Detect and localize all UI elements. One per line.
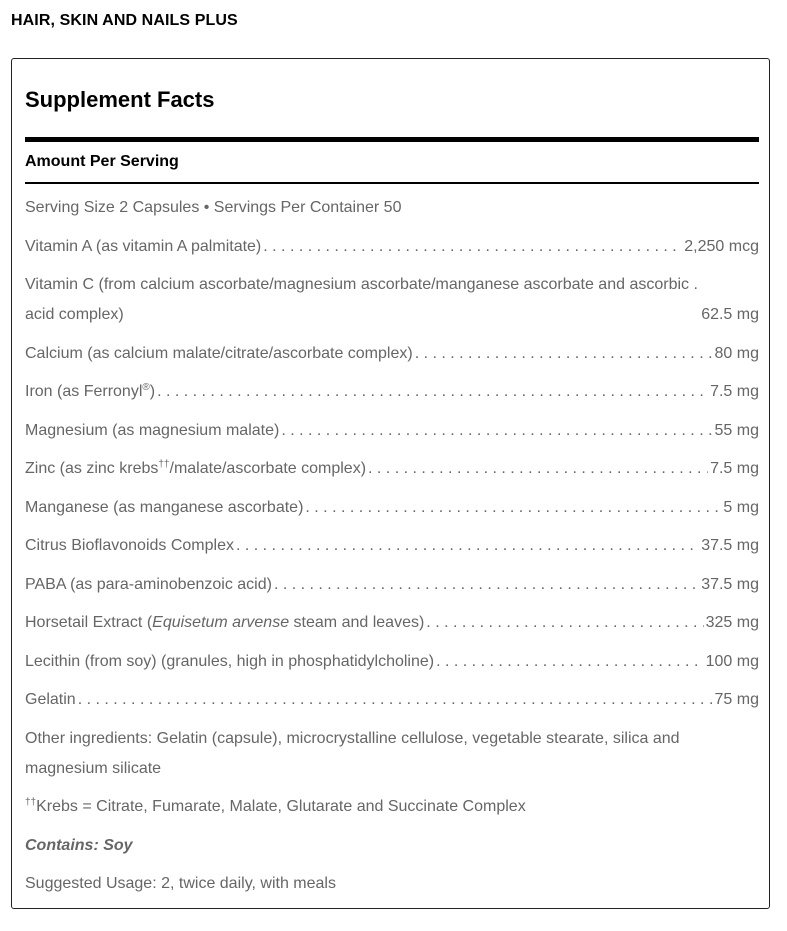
ingredient-name: Horsetail Extract (Equisetum arvense steam and leaves) — [25, 614, 425, 632]
ingredient-amount: 7.5 mg — [710, 383, 759, 401]
ingredient-row — [25, 566, 759, 605]
ingredient-name: Magnesium (as magnesium malate) — [25, 421, 280, 439]
facts-title: Supplement Facts — [25, 87, 215, 112]
ingredient-amount: 80 mg — [714, 344, 759, 362]
leader-dots — [78, 685, 713, 715]
ingredient-amount: 75 mg — [714, 691, 759, 709]
ingredient-amount: 7.5 mg — [710, 460, 759, 478]
ingredient-amount: 325 mg — [705, 614, 759, 632]
other-ingredients-text: Other ingredients: Gelatin (capsule), microcrystalline cellulose, vegetable stearate, silica and magnesium silicate — [25, 729, 680, 777]
serving-info-text: Serving Size 2 Capsules • Servings Per Container 50 — [25, 199, 402, 217]
ingredient-name: Iron (as Ferronyl®) — [25, 382, 156, 401]
serving-info — [25, 189, 759, 228]
ingredient-amount: 37.5 mg — [701, 537, 759, 555]
ingredient-name: Zinc (as zinc krebs††/malate/ascorbate complex) — [25, 459, 367, 478]
suggested-usage-text: Suggested Usage: 2, twice daily, with meals — [25, 875, 336, 893]
leader-dots — [415, 339, 713, 369]
thick-divider — [25, 137, 759, 142]
supplement-facts-panel — [11, 58, 770, 909]
ingredient-name: Calcium (as calcium malate/citrate/ascorbate complex) — [25, 344, 413, 362]
ingredient-amount: 37.5 mg — [701, 575, 759, 593]
ingredient-row — [25, 228, 759, 267]
ingredient-amount: 100 mg — [705, 652, 759, 670]
leader-dots — [274, 570, 699, 600]
facts-rows — [25, 189, 759, 904]
footnote-mark: †† — [158, 459, 170, 471]
registered-mark: ® — [142, 382, 150, 394]
ingredient-name: Gelatin — [25, 691, 76, 709]
ingredient-name: PABA (as para-aminobenzoic acid) — [25, 575, 272, 593]
ingredient-row — [25, 527, 759, 566]
ingredient-amount: 62.5 mg — [701, 306, 759, 323]
other-ingredients — [25, 720, 759, 789]
suggested-usage — [25, 865, 759, 904]
ingredient-row — [25, 266, 759, 335]
ingredient-row — [25, 643, 759, 682]
footnote-mark: †† — [25, 797, 37, 809]
allergen-statement — [25, 827, 759, 866]
ingredient-name: Vitamin C (from calcium ascorbate/magnesium ascorbate/manganese ascorbate and ascorbic . — [25, 276, 698, 293]
ingredient-amount: 55 mg — [714, 421, 759, 439]
product-title: HAIR, SKIN AND NAILS PLUS — [11, 12, 238, 29]
leader-dots — [263, 232, 682, 262]
contains-text: Contains: Soy — [25, 836, 133, 854]
leader-dots — [368, 454, 708, 484]
ingredient-name: Vitamin A (as vitamin A palmitate) — [25, 237, 262, 255]
ingredient-row — [25, 450, 759, 489]
ingredient-row — [25, 681, 759, 720]
leader-dots — [157, 377, 708, 407]
ingredient-row — [25, 373, 759, 412]
latin-name: Equisetum arvense — [152, 614, 290, 632]
leader-dots — [281, 416, 712, 446]
ingredient-name-cont: acid complex) — [25, 306, 124, 323]
amount-per-serving-label: Amount Per Serving — [25, 153, 179, 170]
thin-divider — [25, 182, 759, 184]
ingredient-name: Citrus Bioflavonoids Complex — [25, 537, 234, 555]
leader-dots — [236, 531, 699, 561]
ingredient-name: Lecithin (from soy) (granules, high in phosphatidylcholine) — [25, 652, 435, 670]
ingredient-amount: 5 mg — [723, 498, 759, 516]
ingredient-row — [25, 335, 759, 374]
footnote-text: Krebs = Citrate, Fumarate, Malate, Glutarate and Succinate Complex — [36, 798, 526, 816]
ingredient-row — [25, 412, 759, 451]
leader-dots — [436, 647, 704, 677]
ingredient-name: Manganese (as manganese ascorbate) — [25, 498, 304, 516]
ingredient-amount: 2,250 mcg — [684, 237, 759, 255]
ingredient-row — [25, 604, 759, 643]
leader-dots — [305, 493, 721, 523]
leader-dots — [426, 608, 703, 638]
ingredient-row — [25, 489, 759, 528]
footnote — [25, 788, 759, 827]
